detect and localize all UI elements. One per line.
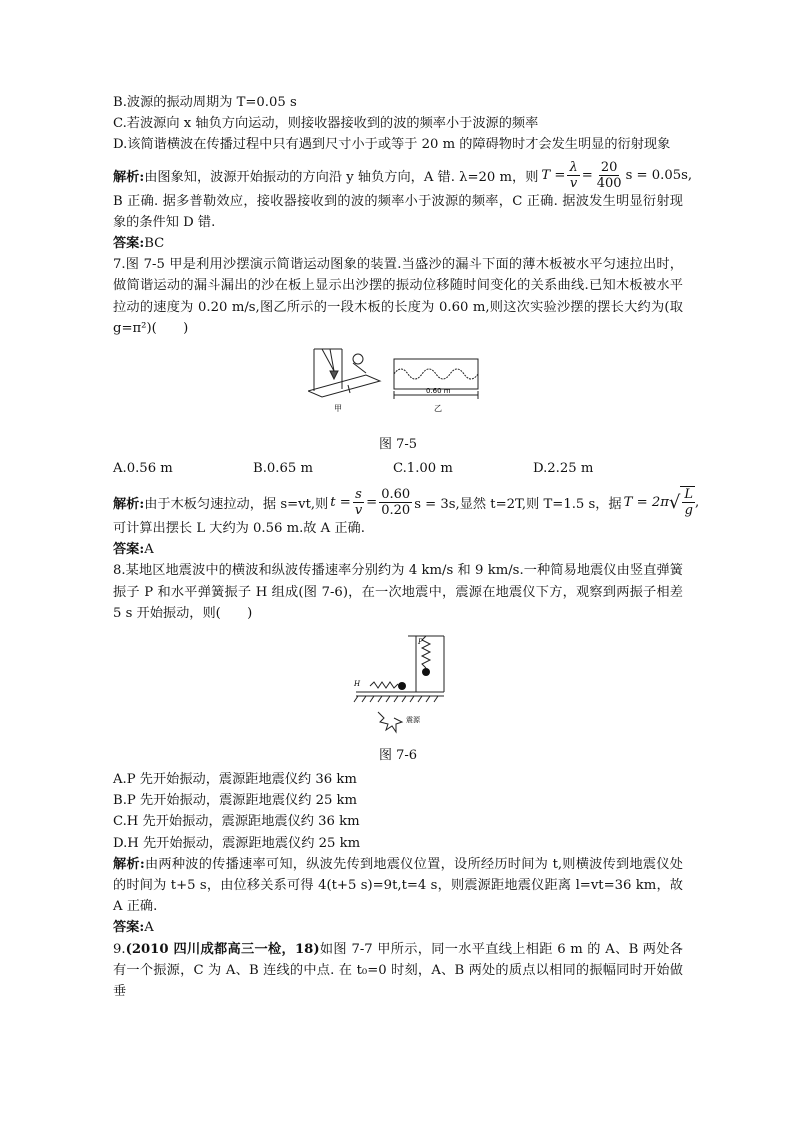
q8-option-d: D.H 先开始振动，震源距地震仪约 25 km bbox=[113, 835, 361, 851]
q8-analysis bbox=[113, 854, 683, 918]
fig-label-source: 震源 bbox=[406, 716, 420, 725]
document-page bbox=[113, 92, 700, 1002]
q6-fraction-20-400 bbox=[595, 160, 624, 191]
q6-analysis-line bbox=[113, 159, 693, 191]
q8-analysis-text: 由两种波的传播速率可知，纵波先传到地震仪位置，设所经历时间为 t,则横波传到地震仪处的时间为 t+5 s，由位移关系可得 4(t+5 s)=9t,t=4 s，则震源距地震仪距离 l=vt=36 km，故 A 正确. bbox=[113, 856, 683, 915]
q7-T-formula: T = 2π bbox=[623, 494, 669, 510]
fig-label-yi: 乙 bbox=[434, 404, 442, 414]
q7-answer-value: A bbox=[144, 542, 154, 558]
q6-formula-end: s = 0.05s, bbox=[625, 167, 693, 183]
q7-sqrt: √ $\frac{L}{g}$ bbox=[668, 487, 694, 519]
q7-analysis-mid: s = 3s,显然 t=2T,则 T=1.5 s，据 bbox=[414, 496, 622, 512]
q8-answer bbox=[113, 917, 683, 938]
q7-analysis-label: 解析: bbox=[113, 496, 145, 512]
q6-answer-label: 答案: bbox=[113, 236, 145, 252]
q7-option-d: D.2.25 m bbox=[533, 461, 594, 477]
q7-option-b: B.0.65 m bbox=[253, 461, 313, 477]
figure-7-6 bbox=[113, 630, 683, 742]
q6-analysis-label: 解析: bbox=[113, 169, 145, 185]
figure-7-5 bbox=[113, 345, 683, 431]
fig-label-jia: 甲 bbox=[334, 404, 342, 414]
q8-option-b: B.P 先开始振动，震源距地震仪约 25 km bbox=[113, 793, 358, 809]
q7-fraction-060-020 bbox=[379, 487, 412, 518]
q6-analysis-cont: B 正确. 据多普勒效应，接收器接收到的波的频率小于波源的频率，C 正确. 据波发生明显衍射现象的条件知 D 错. bbox=[113, 193, 683, 230]
q7-frac2-num: 0.60 bbox=[381, 486, 411, 502]
q6-answer bbox=[113, 233, 683, 254]
q8-option-a: A.P 先开始振动，震源距地震仪约 36 km bbox=[113, 772, 357, 788]
fig-label-p: P bbox=[418, 638, 423, 647]
q7-answer bbox=[113, 539, 683, 560]
q7-answer-label: 答案: bbox=[113, 542, 145, 558]
q6-T-eq: T = bbox=[541, 167, 566, 183]
q8-answer-value: A bbox=[144, 920, 154, 936]
figure-7-6-caption: 图 7-6 bbox=[378, 748, 418, 764]
q7-equals: = bbox=[366, 494, 378, 510]
q7-fraction-s-v bbox=[353, 487, 364, 518]
q8-option-c: C.H 先开始振动，震源距地震仪约 36 km bbox=[113, 814, 360, 830]
q6-frac1-den: v bbox=[569, 175, 578, 191]
q8-stem: 8.某地区地震波中的横波和纵波传播速率分别约为 4 km/s 和 9 km/s.一种简易地震仪由竖直弹簧振子 P 和水平弹簧振子 H 组成(图 7-6)，在一次地震中，震源在地震仪下方，观察到两振子相差 5 s 开始振动，则( ) bbox=[113, 563, 683, 621]
q7-option-c: C.1.00 m bbox=[393, 461, 453, 477]
q6-answer-value: BC bbox=[144, 236, 165, 252]
q6-equals: = bbox=[581, 167, 593, 183]
sand-pendulum-diagram bbox=[308, 345, 488, 431]
fig-label-h: H bbox=[354, 680, 361, 689]
q6-frac1-num: λ bbox=[569, 159, 578, 175]
seismometer-diagram bbox=[348, 630, 448, 742]
q9-stem bbox=[113, 939, 683, 1003]
q6-frac2-num: 20 bbox=[600, 159, 618, 175]
q8-analysis-label: 解析: bbox=[113, 856, 145, 872]
q7-analysis-line bbox=[113, 486, 700, 519]
q7-comma: , bbox=[695, 494, 700, 510]
q6-analysis-text: 由图象知，波源开始振动的方向沿 y 轴负方向，A 错. λ=20 m，则 bbox=[144, 169, 539, 185]
q6-option-c: C.若波源向 x 轴负方向运动，则接收器接收到的波的频率小于波源的频率 bbox=[113, 116, 539, 132]
q7-analysis-text: 由于木板匀速拉动，据 s=vt,则 bbox=[144, 496, 329, 512]
q7-sqrt-num: L bbox=[684, 487, 694, 503]
q9-source: (2010 四川成都高三一检，18) bbox=[125, 941, 320, 957]
figure-7-5-caption: 图 7-5 bbox=[378, 437, 418, 453]
q6-option-d: D.该简谐横波在传播过程中只有遇到尺寸小于或等于 20 m 的障碍物时才会发生明显的衍射现象 bbox=[113, 137, 671, 153]
q9-number: 9. bbox=[113, 941, 126, 957]
q7-analysis-cont: 可计算出摆长 L 大约为 0.56 m.故 A 正确. bbox=[113, 521, 365, 537]
fig-length-label: 0.60 m bbox=[426, 387, 451, 396]
q7-sqrt-den: g bbox=[684, 503, 693, 519]
q6-fraction-lambda-v bbox=[567, 160, 579, 191]
q7-t-eq: t = bbox=[330, 494, 351, 510]
q6-option-b: B.波源的振动周期为 T=0.05 s bbox=[113, 95, 297, 110]
q7-option-a: A.0.56 m bbox=[113, 461, 173, 477]
q6-frac2-den: 400 bbox=[596, 175, 622, 191]
q7-frac1-num: s bbox=[355, 486, 362, 502]
q8-answer-label: 答案: bbox=[113, 920, 145, 936]
q9-stem-text: 如图 7-7 甲所示，同一水平直线上相距 6 m 的 A、B 两处各有一个振源，C 为 A、B 连线的中点. 在 t₀=0 时刻，A、B 两处的质点以相同的振幅同时开始做垂 bbox=[113, 941, 683, 1000]
q7-frac1-den: v bbox=[354, 502, 363, 518]
q7-options bbox=[113, 458, 683, 480]
q7-frac2-den: 0.20 bbox=[381, 502, 411, 518]
q7-stem: 7.图 7-5 甲是利用沙摆演示简谐运动图象的装置.当盛沙的漏斗下面的薄木板被水平匀速拉出时，做简谐运动的漏斗漏出的沙在板上显示出沙摆的振动位移随时间变化的关系曲线.已知木板被水平拉动的速度为 0.20 m/s,图乙所示的一段木板的长度为 0.60 m,则这次实验沙摆的摆长大约为(取 g=π²)( ) bbox=[113, 257, 683, 336]
